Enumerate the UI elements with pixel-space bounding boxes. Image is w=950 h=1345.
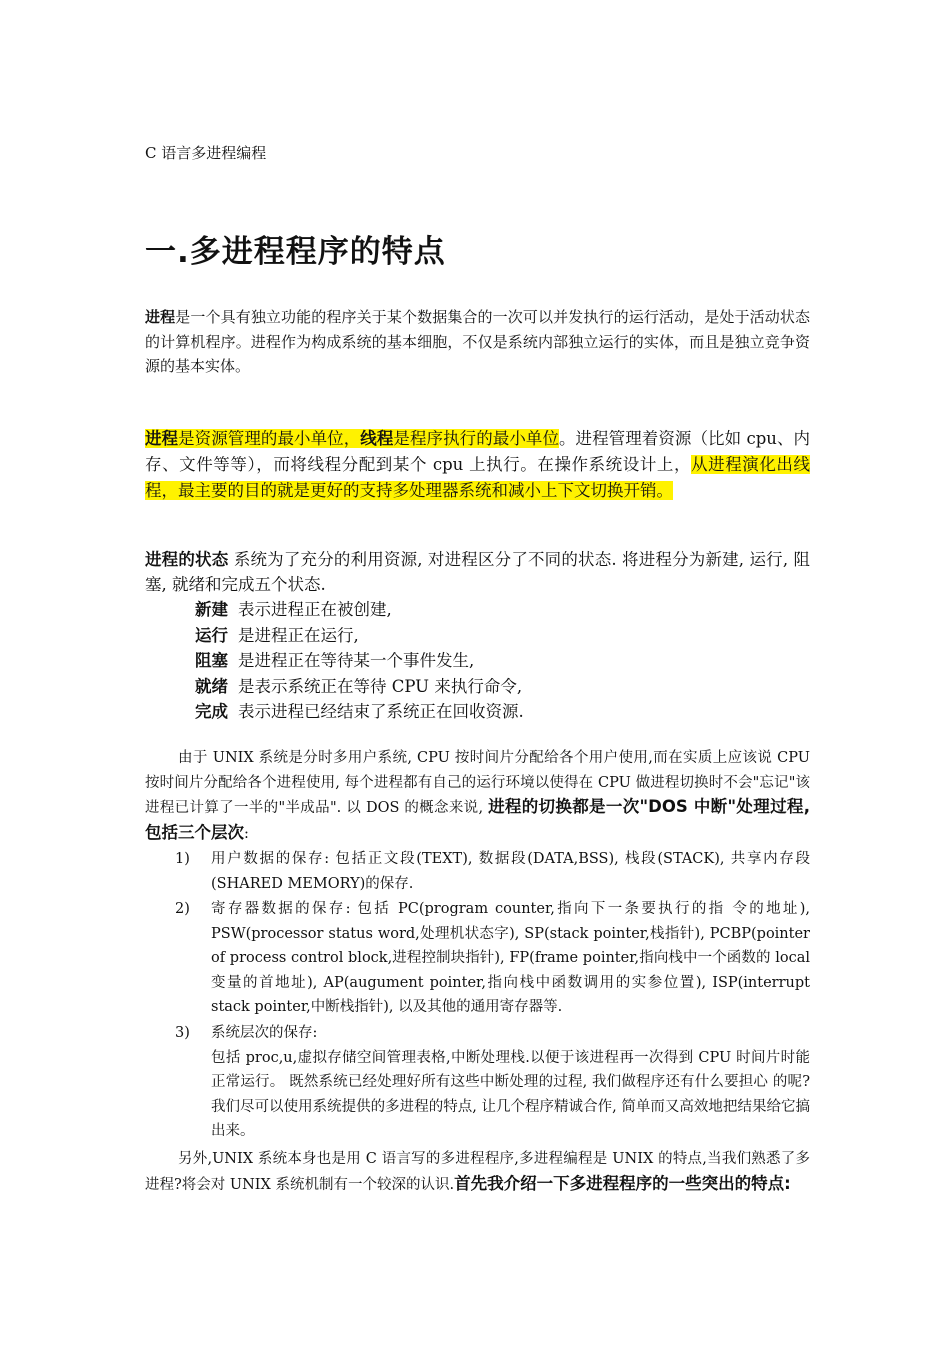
state-item <box>195 597 524 623</box>
paragraph-unix-switch <box>145 746 810 846</box>
state-desc: 表示进程正在被创建, <box>238 600 392 619</box>
state-desc: 是进程正在运行, <box>238 625 359 645</box>
term-process-state: 进程的状态 <box>145 550 229 569</box>
states-list <box>195 597 524 725</box>
state-desc: 表示进程已经结束了系统正在回收资源. <box>238 702 524 721</box>
state-term: 新建 <box>195 600 228 619</box>
term-thread: 线程 <box>360 429 394 448</box>
state-term: 完成 <box>195 702 228 721</box>
section-heading: 一.多进程程序的特点 <box>145 234 446 270</box>
list-item <box>175 847 810 896</box>
state-item <box>195 674 524 700</box>
list-number: 2) <box>175 901 190 917</box>
list-item <box>175 897 810 1020</box>
list-text: 包括 proc,u,虚拟存储空间管理表格,中断处理栈.以便于该进程再一次得到 CPU 时间片时能正常运行。 既然系统已经处理好所有这些中断处理的过程, 我们做程序还有什么要担心 的呢? 我们尽可以使用系统提供的多进程的特点, 让几个程序精诚合作, 简单而又高效地把结果给它搞出来。 <box>211 1049 810 1139</box>
paragraph-text: 另外,UNIX 系统本身也是用 C 语言写的多进程程序,多进程编程是 UNIX 的特点,当我们熟悉了多进程?将会对 UNIX 系统机制有一个较深的认识. <box>145 1151 810 1193</box>
state-item <box>195 699 524 725</box>
term-process: 进程 <box>145 308 176 326</box>
paragraph-process-thread <box>145 426 810 504</box>
paragraph-text: 系统为了充分的利用资源, 对进程区分了不同的状态. 将进程分为新建, 运行, 阻塞, 就绪和完成五个状态. <box>145 550 810 594</box>
state-item <box>195 623 524 649</box>
highlight-text: 是程序执行的最小单位 <box>393 429 559 448</box>
highlight-text: 是资源管理的最小单位， <box>178 429 361 448</box>
state-desc: 是表示系统正在等待 CPU 来执行命令, <box>238 676 523 696</box>
state-item <box>195 648 524 674</box>
bold-text: 首先我介绍一下多进程程序的一些突出的特点: <box>454 1173 791 1193</box>
document-title: C 语言多进程编程 <box>145 144 267 162</box>
list-number: 1) <box>175 851 190 867</box>
list-text: 寄存器数据的保存: 包括 PC(program counter,指向下一条要执行的指 令的地址), PSW(processor status word,处理机状态字), SP(stack pointer,栈指针), PCBP(pointer of process control block,进程控制块指针), FP(frame pointer,指向栈中一个函数的 local 变量的首地址), AP(augument pointer,指向栈中函数调用的实参位置), ISP(interrupt stack pointer,中断栈指针), 以及其他的通用寄存器等. <box>211 901 810 1015</box>
list-number: 3) <box>175 1025 190 1041</box>
paragraph-text: 。进程管理着资源（比如 cpu、内存、文件等等），而将线程分配到某个 cpu 上执行。在操作系统设计上， <box>145 429 811 474</box>
state-term: 运行 <box>195 625 228 645</box>
highlight-text: 从进程演化出线程，最主要的目的就是更好的支持多处理器系统和减小上下文切换开销。 <box>145 455 811 500</box>
state-desc: 是进程正在等待某一个事件发生, <box>238 651 475 670</box>
state-term: 就绪 <box>195 676 228 696</box>
list-text: 用户数据的保存: 包括正文段(TEXT), 数据段(DATA,BSS), 栈段(STACK), 共享内存段(SHARED MEMORY)的保存. <box>211 851 810 892</box>
state-term: 阻塞 <box>195 651 228 670</box>
bold-text: 进程的切换都是一次"DOS 中断"处理过程, 包括三个层次 <box>145 797 810 842</box>
paragraph-closing <box>145 1147 810 1197</box>
term-process: 进程 <box>145 429 179 448</box>
paragraph-text: : <box>244 825 249 842</box>
list-item <box>175 1021 810 1144</box>
list-text: 系统层次的保存: <box>211 1025 318 1041</box>
paragraph-text: 由于 UNIX 系统是分时多用户系统, CPU 按时间片分配给各个用户使用,而在实质上应该说 CPU 按时间片分配给各个进程使用, 每个进程都有自己的运行环境以使得在 CPU 做进程切换时不会"忘记"该进程已计算了一半的"半成品". 以 DOS 的概念来说, <box>145 750 810 816</box>
paragraph-text: 是一个具有独立功能的程序关于某个数据集合的一次可以并发执行的运行活动，是处于活动状态的计算机程序。进程作为构成系统的基本细胞，不仅是系统内部独立运行的实体，而且是独立竞争资源的基本实体。 <box>145 308 810 375</box>
paragraph-process-definition <box>145 305 810 379</box>
paragraph-process-states <box>145 547 810 597</box>
